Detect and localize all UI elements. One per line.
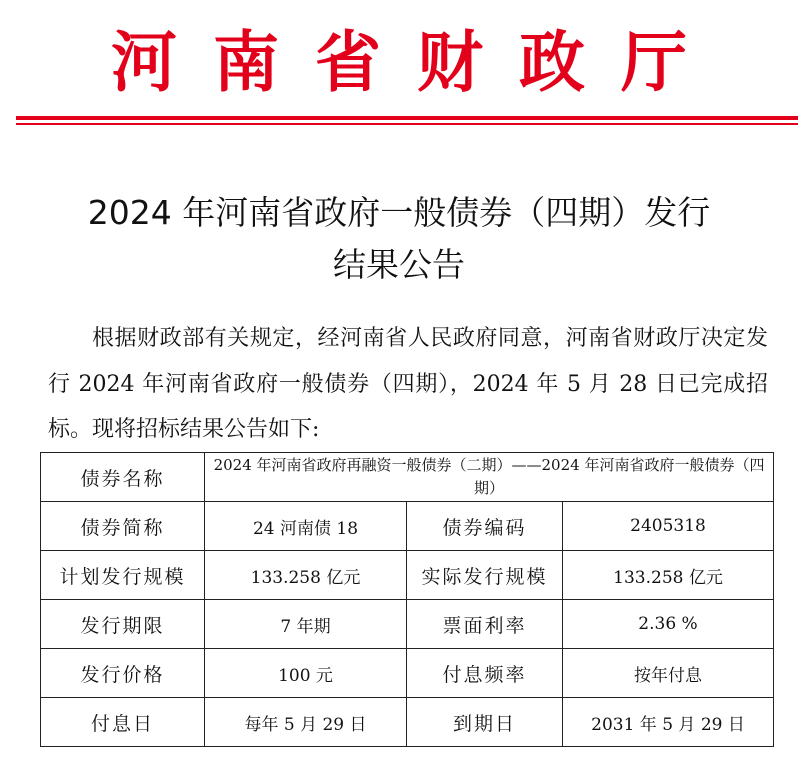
row-value: 133.258 亿元 (205, 551, 407, 600)
row-label: 票面利率 (407, 600, 563, 649)
row-value: 2.36 % (563, 600, 774, 649)
row-label: 发行价格 (41, 649, 205, 698)
row-value: 133.258 亿元 (563, 551, 774, 600)
letterhead-org-name: 河南省财政厅 (111, 23, 723, 101)
table-row-bond-name (41, 453, 774, 502)
row-value: 每年 5 月 29 日 (205, 698, 407, 747)
table-row (41, 698, 774, 747)
letterhead-red-rule-thick (16, 116, 798, 120)
row-value: 7 年期 (205, 600, 407, 649)
row-value: 100 元 (205, 649, 407, 698)
letterhead-red-rule-thin (16, 123, 798, 125)
document-title-line2: 结果公告 (333, 245, 465, 284)
row-value: 2031 年 5 月 29 日 (563, 698, 774, 747)
table-row (41, 502, 774, 551)
row-label: 付息频率 (407, 649, 563, 698)
bond-result-table (40, 452, 774, 747)
document-title-line1: 2024 年河南省政府一般债券（四期）发行 (87, 193, 711, 232)
table-row (41, 649, 774, 698)
row-label: 债券编码 (407, 502, 563, 551)
row-value: 按年付息 (563, 649, 774, 698)
table-row (41, 600, 774, 649)
row-label: 实际发行规模 (407, 551, 563, 600)
table-row (41, 551, 774, 600)
bond-name-label: 债券名称 (41, 453, 205, 502)
row-label: 到期日 (407, 698, 563, 747)
row-value: 2405318 (563, 502, 774, 551)
bond-name-value: 2024 年河南省政府再融资一般债券（二期）——2024 年河南省政府一般债券（四期） (205, 453, 774, 502)
announcement-paragraph: 根据财政部有关规定，经河南省人民政府同意，河南省财政厅决定发行 2024 年河南省政府一般债券（四期），2024 年 5 月 28 日已完成招标。现将招标结果公告如下: (48, 326, 768, 442)
row-label: 计划发行规模 (41, 551, 205, 600)
row-label: 发行期限 (41, 600, 205, 649)
row-label: 付息日 (41, 698, 205, 747)
row-label: 债券简称 (41, 502, 205, 551)
row-value: 24 河南债 18 (205, 502, 407, 551)
